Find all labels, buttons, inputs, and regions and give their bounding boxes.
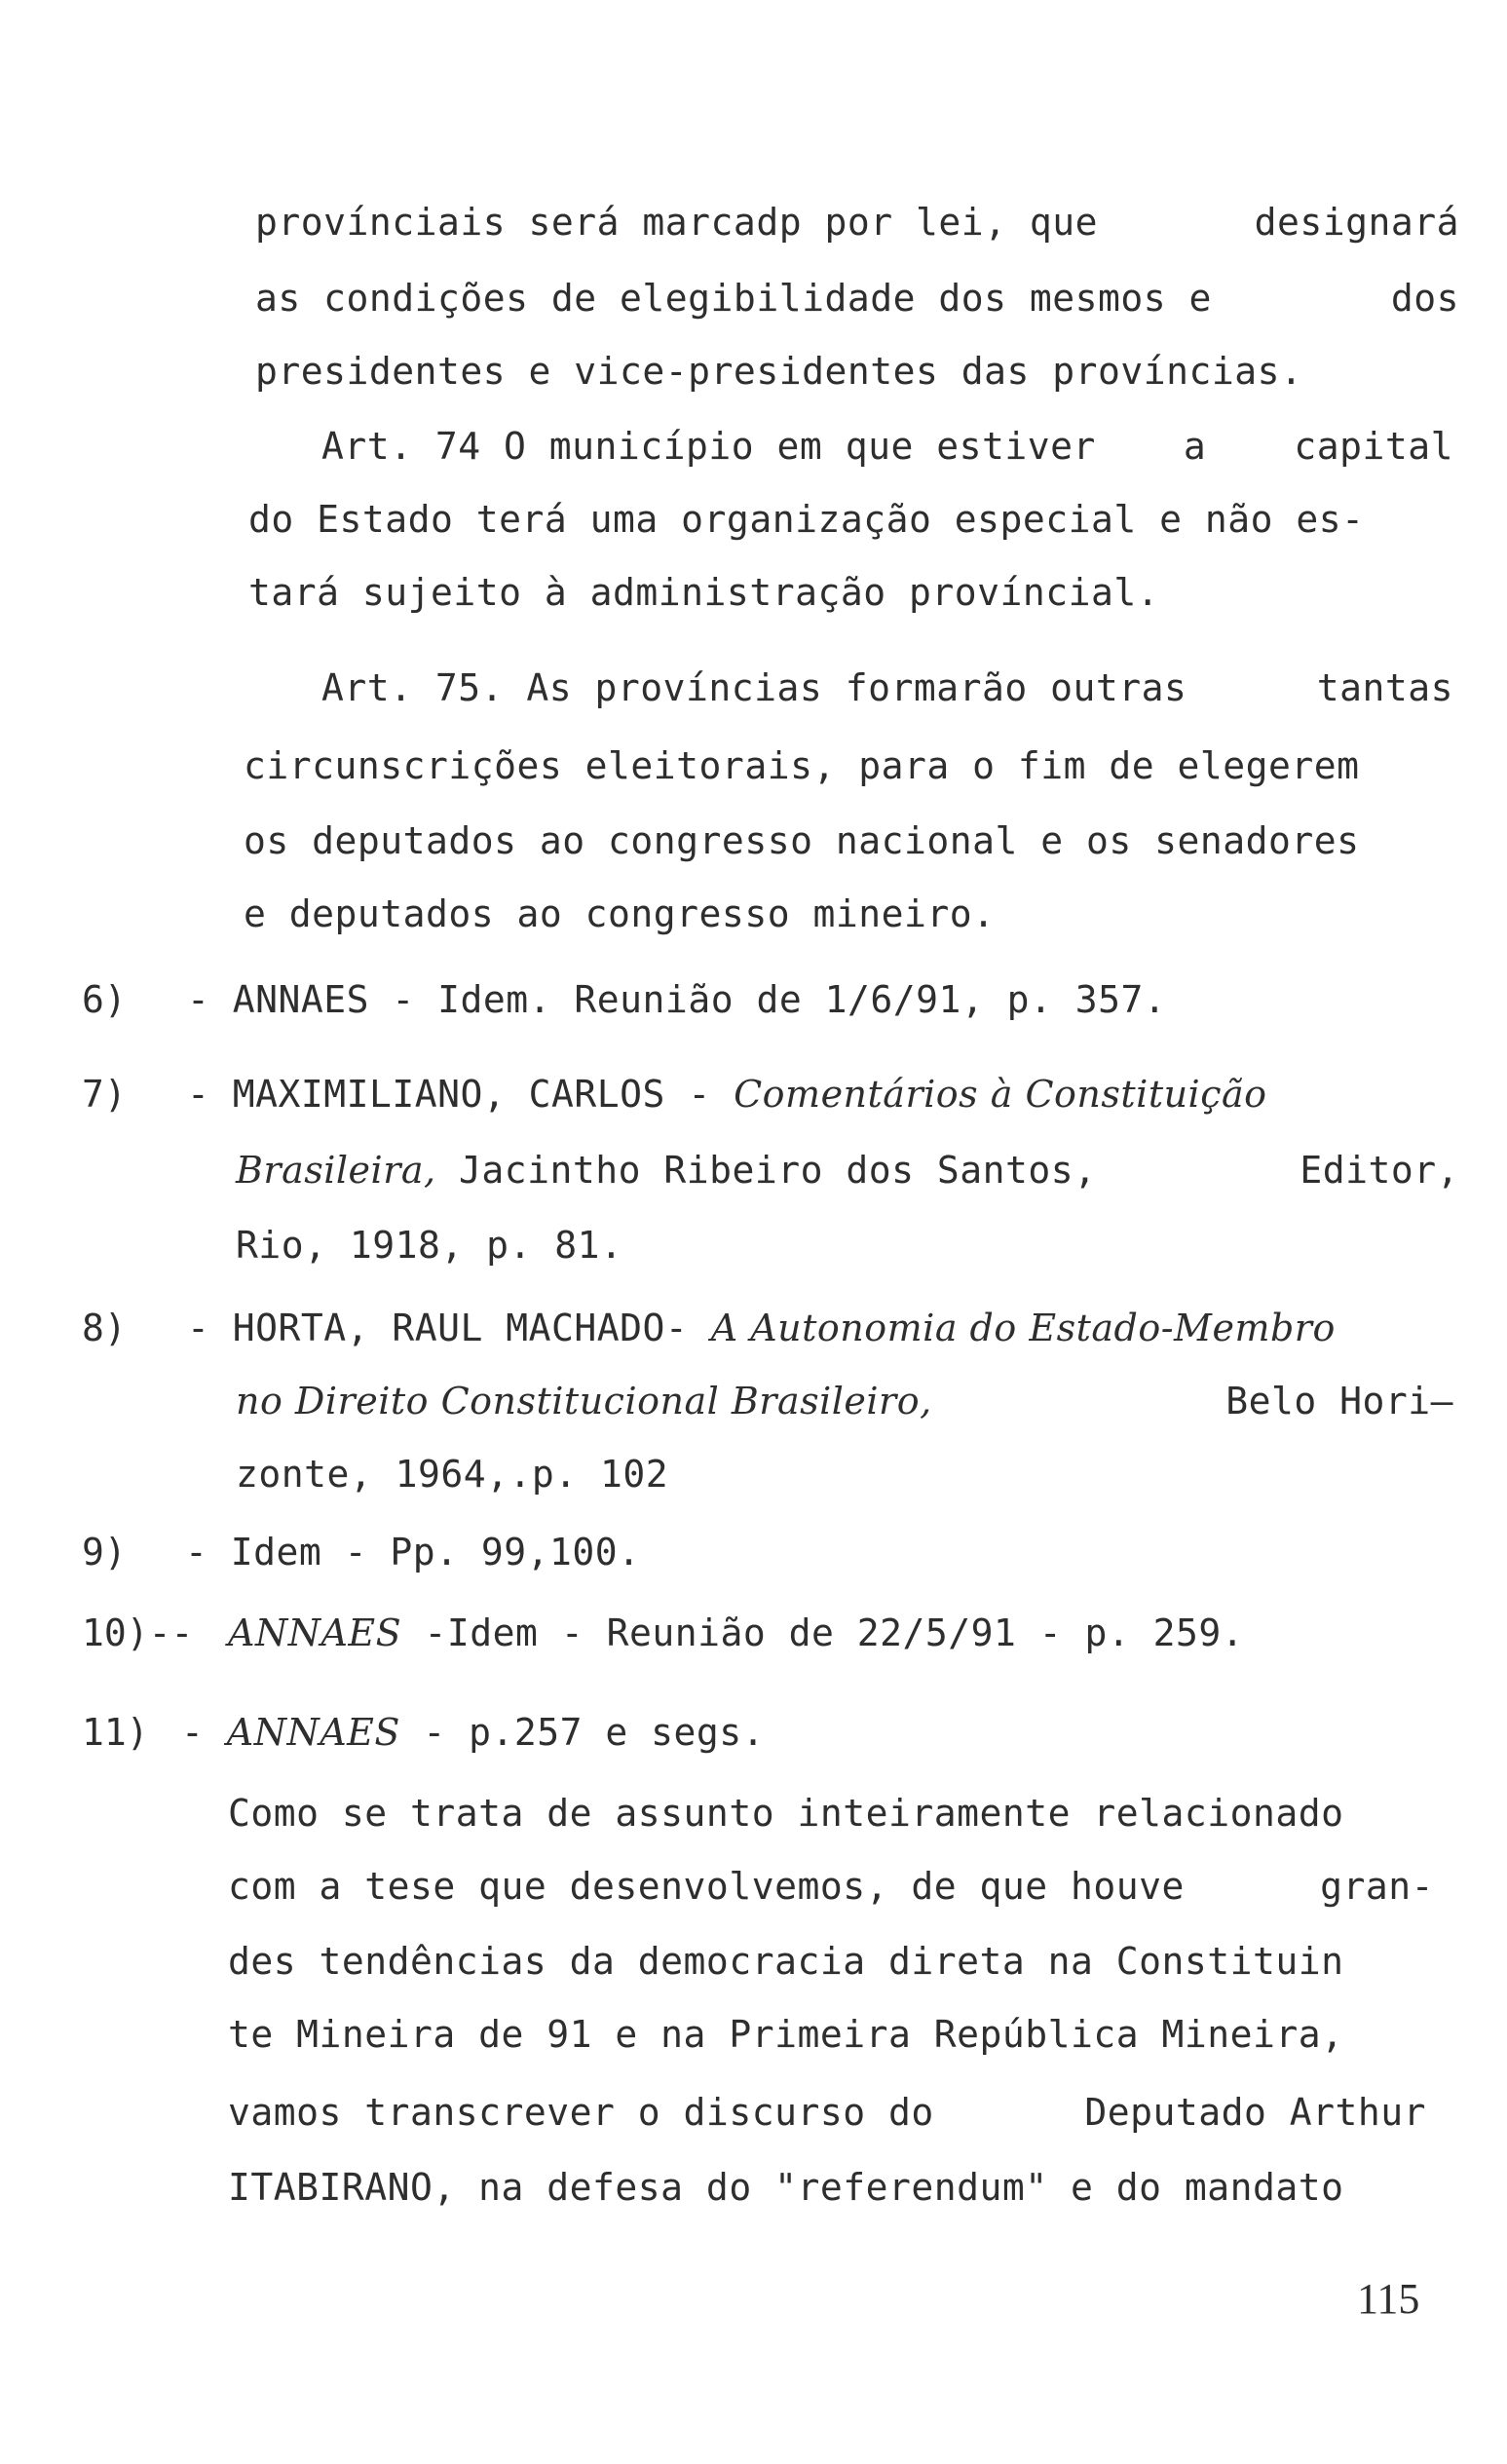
text-segment: Art. 75. As províncias formarão outras bbox=[321, 666, 1187, 709]
note-number: 8) bbox=[82, 1307, 127, 1349]
text-segment: tantas bbox=[1316, 666, 1453, 709]
text-segment: designará bbox=[1254, 201, 1459, 244]
text-segment: Deputado Arthur bbox=[1084, 2091, 1426, 2134]
note-line: des tendências da democracia direta na Constituin bbox=[228, 1940, 1344, 1983]
body-line: tará sujeito à administração províncial. bbox=[248, 571, 1160, 614]
note-number: 9) bbox=[82, 1531, 127, 1573]
body-line: presidentes e vice-presidentes das províncias. bbox=[255, 350, 1303, 393]
note-author: - MAXIMILIANO, CARLOS - bbox=[187, 1073, 735, 1116]
text-segment: com a tese que desenvolvemos, de que houve bbox=[228, 1865, 1185, 1908]
note-line bbox=[228, 1864, 1434, 1909]
body-line: circunscrições eleitorais, para o fim de elegerem bbox=[244, 744, 1360, 787]
book-title: no Direito Constitucional Brasileiro, bbox=[236, 1380, 932, 1422]
book-title: Brasileira, bbox=[236, 1149, 436, 1192]
note-line bbox=[228, 1611, 1244, 1655]
note-number: 10)-- bbox=[82, 1611, 194, 1654]
place: Belo Hori— bbox=[1225, 1380, 1453, 1422]
note-line bbox=[236, 1379, 1453, 1423]
note-line: Rio, 1918, p. 81. bbox=[236, 1224, 623, 1267]
note-number: 7) bbox=[82, 1073, 127, 1116]
note-text: -Idem - Reunião de 22/5/91 - p. 259. bbox=[424, 1611, 1245, 1654]
note-line bbox=[228, 2090, 1426, 2135]
dash: - bbox=[181, 1711, 227, 1754]
text-segment: provínciais será marcadp por lei, que bbox=[255, 201, 1098, 244]
publisher: Jacintho Ribeiro dos Santos, bbox=[458, 1149, 1097, 1192]
text-segment: gran- bbox=[1320, 1865, 1434, 1908]
body-line bbox=[321, 424, 1453, 469]
note-line: Como se trata de assunto inteiramente relacionado bbox=[228, 1792, 1344, 1835]
note-number: 6) bbox=[82, 978, 127, 1021]
text-segment: capital bbox=[1294, 425, 1453, 468]
note-text: - Idem - Pp. 99,100. bbox=[185, 1531, 641, 1573]
note-line: ITABIRANO, na defesa do "referendum" e do mandato bbox=[228, 2166, 1344, 2209]
text-segment: vamos transcrever o discurso do bbox=[228, 2091, 934, 2134]
body-line: do Estado terá uma organização especial e não es- bbox=[248, 498, 1365, 541]
publisher-role: Editor, bbox=[1300, 1149, 1459, 1192]
note-line bbox=[187, 1306, 1336, 1350]
page-number: 115 bbox=[1357, 2275, 1420, 2323]
text-segment: a bbox=[1183, 425, 1207, 468]
body-line: e deputados ao congresso mineiro. bbox=[244, 892, 996, 935]
note-text: - ANNAES - Idem. Reunião de 1/6/91, p. 357. bbox=[187, 978, 1167, 1021]
body-line bbox=[255, 200, 1459, 245]
note-line: zonte, 1964,.p. 102 bbox=[236, 1453, 669, 1496]
text-segment: Art. 74 O município em que estiver bbox=[321, 425, 1096, 468]
note-line bbox=[187, 1072, 1267, 1117]
note-author: - HORTA, RAUL MACHADO- bbox=[187, 1307, 711, 1349]
body-line bbox=[255, 276, 1459, 321]
body-line bbox=[321, 665, 1453, 710]
note-line bbox=[181, 1710, 765, 1755]
book-title: A Autonomia do Estado-Membro bbox=[710, 1307, 1336, 1349]
text-segment: as condições de elegibilidade dos mesmos e bbox=[255, 277, 1212, 320]
body-line: os deputados ao congresso nacional e os senadores bbox=[244, 819, 1360, 862]
source-title: ANNAES bbox=[228, 1611, 402, 1654]
book-title: Comentários à Constituição bbox=[734, 1073, 1267, 1116]
note-text: - p.257 e segs. bbox=[423, 1711, 765, 1754]
source-title: ANNAES bbox=[226, 1711, 400, 1754]
note-line: te Mineira de 91 e na Primeira República Mineira, bbox=[228, 2013, 1344, 2056]
note-line bbox=[236, 1148, 1459, 1193]
text-segment: dos bbox=[1390, 277, 1459, 320]
note-number: 11) bbox=[82, 1711, 149, 1754]
